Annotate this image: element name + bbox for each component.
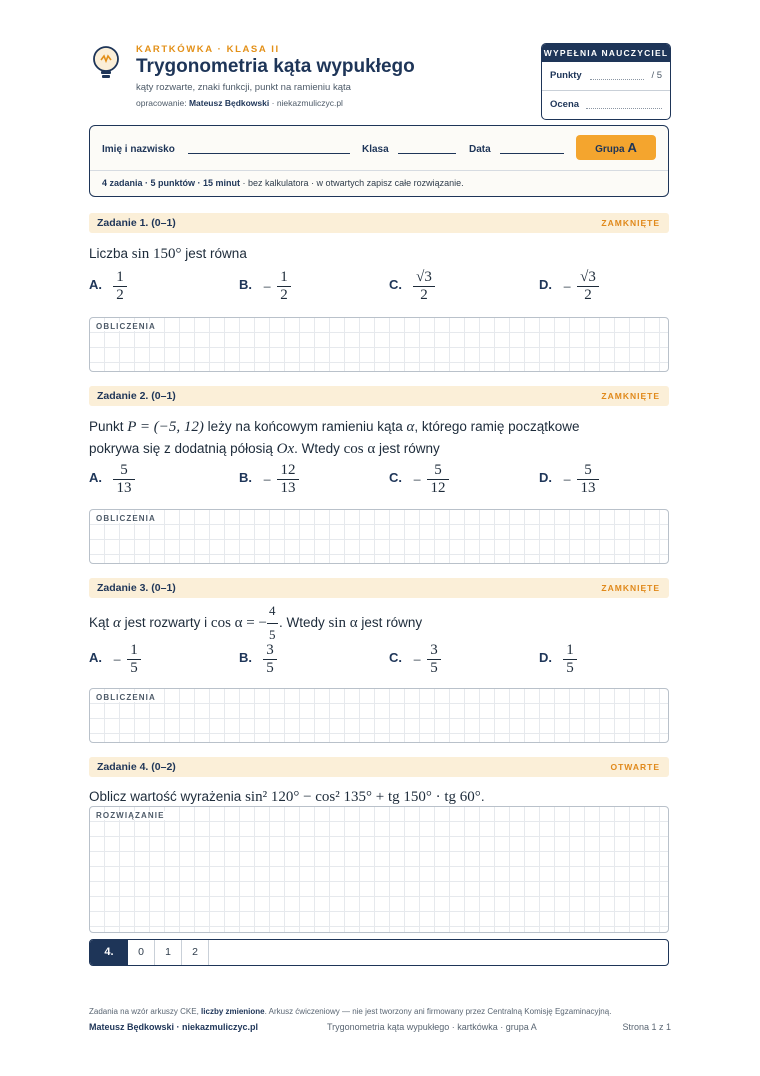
minus-sign: − [263, 473, 272, 489]
task-1-option-a[interactable] [89, 271, 229, 311]
task-2-text-5: . Wtedy [294, 441, 344, 456]
score-option-2[interactable]: 2 [182, 940, 209, 965]
task-4-score-number: 4. [90, 940, 128, 965]
denominator: 5 [130, 660, 138, 676]
footer-page-number: Strona 1 z 1 [622, 1022, 671, 1032]
student-fields [90, 126, 668, 171]
numerator: 3 [266, 642, 274, 658]
option-letter: B. [239, 650, 252, 665]
task-3-text-4: jest równy [357, 615, 423, 630]
task-3-option-a[interactable] [89, 644, 229, 684]
task-1-math-1: sin 150° [131, 246, 182, 262]
footer-author [89, 1022, 258, 1032]
grade-label: Ocena [550, 99, 580, 110]
date-label: Data [469, 144, 491, 155]
task-2-title: Zadanie 2. (0–1) [97, 390, 176, 402]
task-4-type: OTWARTE [610, 762, 660, 772]
teacher-box [541, 43, 671, 120]
task-3-question [89, 603, 669, 643]
task-2-text-1: Punkt [89, 419, 128, 434]
author-line [136, 98, 343, 108]
task-4-header [89, 757, 669, 777]
minus-sign: − [113, 653, 122, 669]
task-2-calc-label: OBLICZENIA [96, 514, 159, 523]
test-info-rules: · bez kalkulatora · w otwartych zapisz całe rozwiązanie. [240, 178, 464, 188]
minus-sign: − [263, 280, 272, 296]
task-1-calc-area[interactable] [89, 317, 669, 372]
grade-row [542, 90, 670, 118]
task-3-title: Zadanie 3. (0–1) [97, 582, 176, 594]
option-letter: B. [239, 277, 252, 292]
task-2-text-6: jest równy [375, 441, 440, 456]
task-3-option-c[interactable] [389, 644, 529, 684]
task-2-math-4: cos α [343, 441, 376, 457]
task-3-inline-fraction [267, 603, 279, 643]
option-letter: A. [89, 470, 102, 485]
task-1-question [89, 243, 669, 265]
points-blank[interactable] [590, 79, 644, 80]
task-2-math-2: α [406, 419, 415, 435]
minus-sign: − [413, 473, 422, 489]
author-name: Mateusz Będkowski [188, 98, 270, 108]
denominator: 2 [280, 287, 288, 303]
task-1-text-1: Liczba [89, 246, 132, 261]
denominator: 2 [116, 287, 124, 303]
task-2-calc-area[interactable] [89, 509, 669, 564]
score-option-1[interactable]: 1 [155, 940, 182, 965]
group-badge [576, 135, 656, 160]
test-info [90, 171, 668, 196]
group-label: Grupa [595, 144, 625, 155]
option-letter: C. [389, 470, 402, 485]
footer-disclaimer-c: . Arkusz ćwiczeniowy — nie jest tworzony ani firmowany przez Centralną Komisję Egzaminacyjną. [264, 1007, 612, 1016]
task-2-option-d[interactable] [539, 464, 679, 504]
class-label: Klasa [362, 144, 389, 155]
group-value: A [627, 140, 637, 155]
name-field[interactable] [188, 153, 350, 154]
minus-sign: − [413, 653, 422, 669]
task-3-frac-num: 4 [268, 603, 276, 619]
option-letter: C. [389, 650, 402, 665]
option-letter: B. [239, 470, 252, 485]
denominator: 13 [116, 480, 132, 496]
points-max: / 5 [651, 70, 662, 81]
points-row [542, 62, 670, 90]
points-label: Punkty [550, 70, 582, 81]
author-prefix: opracowanie: [136, 98, 187, 108]
author-site: · niekazmuliczyc.pl [271, 98, 343, 108]
option-letter: A. [89, 650, 102, 665]
task-3-math-1: α [113, 615, 121, 631]
footer-title: Trygonometria kąta wypukłego · kartkówka · grupa A [327, 1022, 537, 1032]
task-3-text-2: jest rozwarty i [120, 615, 211, 630]
task-3-frac-den: 5 [268, 627, 276, 643]
task-1-type: ZAMKNIĘTE [601, 218, 660, 228]
task-4-text-1: Oblicz wartość wyrażenia [89, 789, 246, 804]
task-3-math-3: sin α [328, 615, 358, 631]
numerator: 1 [116, 269, 124, 285]
numerator: √3 [580, 269, 596, 285]
task-2-header [89, 386, 669, 406]
denominator: 5 [566, 660, 574, 676]
task-4-math-1: sin² 120° − cos² 135° + tg 150° · tg 60° [245, 789, 481, 805]
teacher-box-title: WYPEŁNIA NAUCZYCIEL [542, 44, 670, 62]
task-2-type: ZAMKNIĘTE [601, 391, 660, 401]
task-2-math-3: Ox [276, 441, 295, 457]
task-4-solution-area[interactable] [89, 806, 669, 933]
page-title: Trygonometria kąta wypukłego [136, 56, 415, 77]
task-2-option-b[interactable] [239, 464, 379, 504]
task-1-option-d[interactable] [539, 271, 679, 311]
task-1-header [89, 213, 669, 233]
task-4-score-bar [89, 939, 669, 966]
task-2-option-a[interactable] [89, 464, 229, 504]
page-subtitle: kąty rozwarte, znaki funkcji, punkt na ramieniu kąta [136, 82, 351, 93]
option-letter: C. [389, 277, 402, 292]
task-3-calc-area[interactable] [89, 688, 669, 743]
task-3-type: ZAMKNIĘTE [601, 583, 660, 593]
student-box [89, 125, 669, 197]
task-3-option-b[interactable] [239, 644, 379, 684]
numerator: 12 [280, 462, 296, 478]
numerator: √3 [416, 269, 432, 285]
task-4-text-2: . [480, 789, 485, 804]
task-4-question [89, 786, 669, 808]
name-label: Imię i nazwisko [102, 144, 175, 155]
minus-sign: − [563, 473, 572, 489]
task-3-math-2: cos α = − [210, 615, 267, 631]
task-3-header [89, 578, 669, 598]
date-field[interactable] [500, 153, 564, 154]
task-2-text-3: , którego ramię początkowe [414, 419, 580, 434]
numerator: 5 [120, 462, 128, 478]
numerator: 1 [130, 642, 138, 658]
grade-blank[interactable] [586, 108, 662, 109]
score-option-0[interactable]: 0 [128, 940, 155, 965]
task-2-text-4: pokrywa się z dodatnią półosią [89, 441, 277, 456]
option-letter: D. [539, 470, 552, 485]
task-3-option-d[interactable] [539, 644, 679, 684]
numerator: 1 [566, 642, 574, 658]
worksheet-kicker: KARTKÓWKA · KLASA II [136, 44, 280, 55]
numerator: 5 [434, 462, 442, 478]
footer-author-text: Mateusz Będkowski · niekazmuliczyc.pl [89, 1022, 259, 1032]
option-letter: D. [539, 277, 552, 292]
task-4-title: Zadanie 4. (0–2) [97, 761, 176, 773]
footer-disclaimer-a: Zadania na wzór arkuszy CKE, [89, 1007, 202, 1016]
numerator: 3 [430, 642, 438, 658]
task-2-text-2: leży na końcowym ramieniu kąta [203, 419, 407, 434]
task-4-solution-label: ROZWIĄZANIE [96, 811, 168, 820]
denominator: 12 [430, 480, 446, 496]
denominator: 5 [266, 660, 274, 676]
minus-sign: − [563, 280, 572, 296]
task-3-calc-label: OBLICZENIA [96, 693, 159, 702]
task-2-option-c[interactable] [389, 464, 529, 504]
numerator: 5 [584, 462, 592, 478]
footer-disclaimer-b: liczby zmienione [201, 1007, 265, 1016]
task-1-option-c[interactable] [389, 271, 529, 311]
denominator: 5 [430, 660, 438, 676]
task-1-text-2: jest równa [181, 246, 247, 261]
lightbulb-logo-icon [91, 45, 121, 81]
option-letter: D. [539, 650, 552, 665]
denominator: 2 [584, 287, 592, 303]
denominator: 13 [580, 480, 596, 496]
task-1-option-b[interactable] [239, 271, 379, 311]
option-letter: A. [89, 277, 102, 292]
denominator: 2 [420, 287, 428, 303]
task-2-math-1: P = (−5, 12) [127, 419, 204, 435]
test-info-summary: 4 zadania · 5 punktów · 15 minut [102, 178, 241, 188]
numerator: 1 [280, 269, 288, 285]
task-3-text-3: . Wtedy [278, 615, 329, 630]
class-field[interactable] [398, 153, 456, 154]
task-1-title: Zadanie 1. (0–1) [97, 217, 176, 229]
denominator: 13 [280, 480, 296, 496]
task-1-calc-label: OBLICZENIA [96, 322, 159, 331]
footer-disclaimer [89, 1007, 611, 1016]
task-3-text-1: Kąt [89, 615, 114, 630]
task-2-question [89, 416, 669, 460]
